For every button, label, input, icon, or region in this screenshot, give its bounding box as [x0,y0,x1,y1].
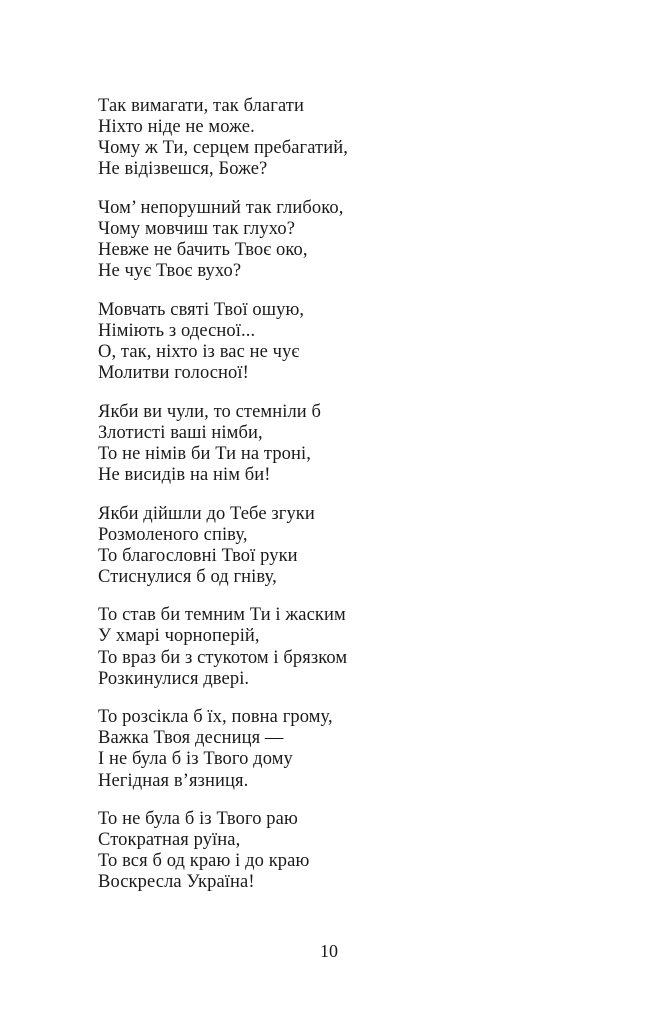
poem-line: І не була б із Твого дому [98,749,293,770]
stanza-3 [98,300,618,384]
poem-line: Молитви голосної! [98,363,249,384]
poem-line: То розсікла б їх, повна грому, [98,707,333,728]
poem-line: У хмарі чорноперій, [98,626,260,647]
poem-line: Злотисті ваші німби, [98,422,263,443]
poem-line: Не висидів на нім би! [98,464,271,485]
poem-line: Воскресла Україна! [98,872,255,893]
poem-line: Так вимагати, так благати [98,96,304,116]
poem-line: Не чує Твоє вухо? [98,261,242,282]
poem-line: Стократная руїна, [98,830,241,851]
poem-line: Розкинулися двері. [98,668,250,689]
poem-line: Стиснулися б од гніву, [98,566,277,587]
poem-line: Негідная в’язниця. [98,770,249,791]
poem-line: Чому ж Ти, серцем пребагатий, [98,138,348,159]
poem-line: Німіють з одесної... [98,320,256,341]
poem-line: Чому мовчиш так глухо? [98,218,296,239]
stanza-4 [98,402,618,486]
poem-line: Мовчать святі Твої ошую, [98,299,305,320]
poem-line: О, так, ніхто із вас не чує [98,341,300,362]
poem-line: То благословні Твої руки [98,545,298,566]
stanza-5 [98,504,618,588]
poem-line: То не була б із Твого раю [98,809,298,830]
poem-line: То вся б од краю і до краю [98,851,310,872]
poem-line: То став би темним Ти і жаским [98,605,346,626]
poem-line: Розмоленого співу, [98,524,248,545]
poem-line: Ніхто ніде не може. [98,117,255,138]
page-number: 10 [320,941,338,961]
stanza-7 [98,707,618,791]
poem-line: Чом’ непорушний так глибоко, [98,197,344,218]
poem-line: Якби дійшли до Тебе згуки [98,503,315,524]
poem-line: То враз би з стукотом і брязком [98,647,348,668]
poem-line: Важка Твоя десниця — [98,728,284,749]
stanza-8 [98,809,618,893]
poem-line: Якби ви чули, то стемніли б [98,401,322,422]
poem-body [98,96,618,911]
poem-line: Невже не бачить Твоє око, [98,240,308,261]
stanza-2 [98,198,618,282]
stanza-6 [98,605,618,689]
poem-line: То не німів би Ти на троні, [98,443,311,464]
stanza-1 [98,96,618,180]
poem-line: Не відізвешся, Боже? [98,159,268,180]
